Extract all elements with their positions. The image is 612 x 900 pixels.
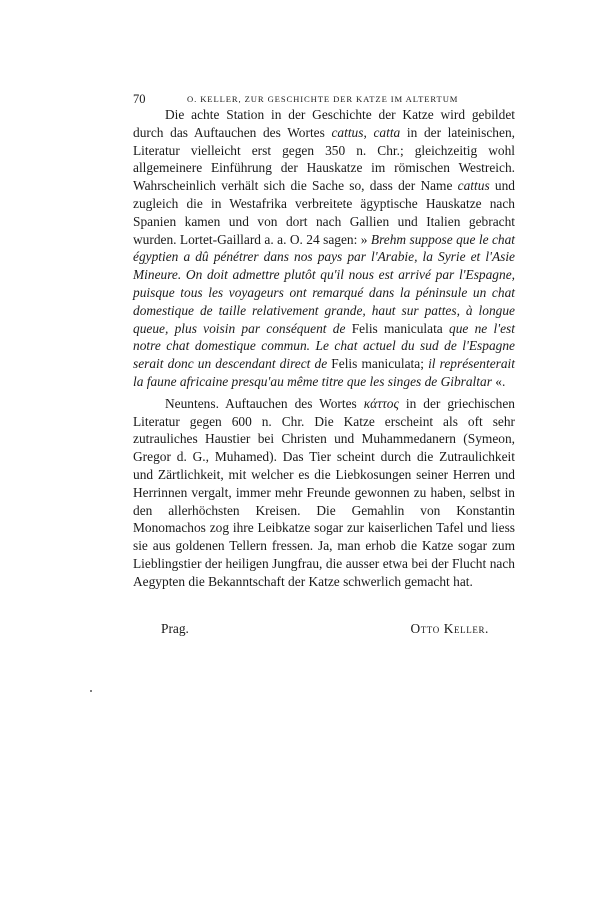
text-run: Neuntens. Auftauchen des Wortes <box>165 395 364 411</box>
italic-run: cattus <box>331 124 364 140</box>
page-header <box>133 92 505 106</box>
signature-author: Otto Keller. <box>410 621 489 636</box>
italic-run: catta <box>373 124 401 140</box>
text-run: Felis maniculata; <box>327 356 429 372</box>
text-run: Felis maniculata <box>345 320 450 336</box>
text-run: in der griechischen Literatur gegen 600 n. Chr. Die Katze erscheint als oft sehr zutrauliches Haustier bei Christen und Muhammedanern (Symeon, Gregor d. G., Muhamed). Das Tier scheint durch die Zutraulichkeit und Zärtlichkeit, mit welcher es die Liebkosungen seiner Herren und Herrinnen vergalt, immer mehr Freunde gewonnen zu haben, selbst in den allerhöchsten Kreisen. Die Gemahlin von Konstantin Monomachos zog ihre Leibkatze sogar zur kaiserlichen Tafel und liess sie aus goldenen Tellern fressen. Ja, man erhob die Katze sogar zum Lieblingstier der heiligen Jungfrau, die ausser etwa bei der Flucht nach Aegypten die Bekanntschaft der Katze schwerlich gemacht hat. <box>133 395 515 589</box>
page-number: 70 <box>133 92 146 106</box>
paragraph-eighth-station <box>133 106 515 391</box>
signature-line <box>161 621 489 641</box>
text-run: Die achte Station in der Geschichte der Katze wird gebildet durch das Auftauchen des Wortes <box>133 107 515 140</box>
text-run: in der lateinischen, Literatur vielleicht erst gegen 350 n. Chr.; gleichzeitig wohl allgemeinere Einführung der Hauskatze im römischen Westreich. Wahrscheinlich verhält sich die Sache so, dass der Name <box>133 124 515 194</box>
page-speck <box>90 690 92 692</box>
paragraph-ninth-station <box>133 395 515 591</box>
italic-run: il représenterait la faune africaine presqu'au même titre que les singes de Gibraltar <box>133 356 515 389</box>
italic-run: Brehm suppose que le chat égyptien a dû pénétrer dans nos pays par l'Arabie, la Syrie et l'Asie Mineure. On doit admettre plutôt qu'il nous est arrivé par l'Espagne, puisque tous les voyageurs ont remarqué dans la péninsule un chat domestique de taille relativement grande, haut sur pattes, à longue queue, plus voisin par conséquent de <box>133 231 516 336</box>
italic-run: κάττος <box>363 395 399 411</box>
italic-run: que ne l'est notre chat domestique commun. Le chat actuel du sud de l'Espagne serait donc un descendant direct de <box>133 320 515 372</box>
signature-place: Prag. <box>161 621 189 636</box>
running-head: O. KELLER, ZUR GESCHICHTE DER KATZE IM ALTERTUM <box>187 94 459 104</box>
italic-run: cattus <box>457 178 490 194</box>
text-run: und zugleich die in Westafrika verbreitete ägyptische Hauskatze nach Spanien kamen und von dort nach Gallien und Italien gebracht wurden. Lortet-Gaillard a. a. O. 24 sagen: » <box>133 178 516 247</box>
body-text <box>133 106 515 591</box>
text-run: , <box>363 124 374 140</box>
text-run: «. <box>491 373 506 389</box>
